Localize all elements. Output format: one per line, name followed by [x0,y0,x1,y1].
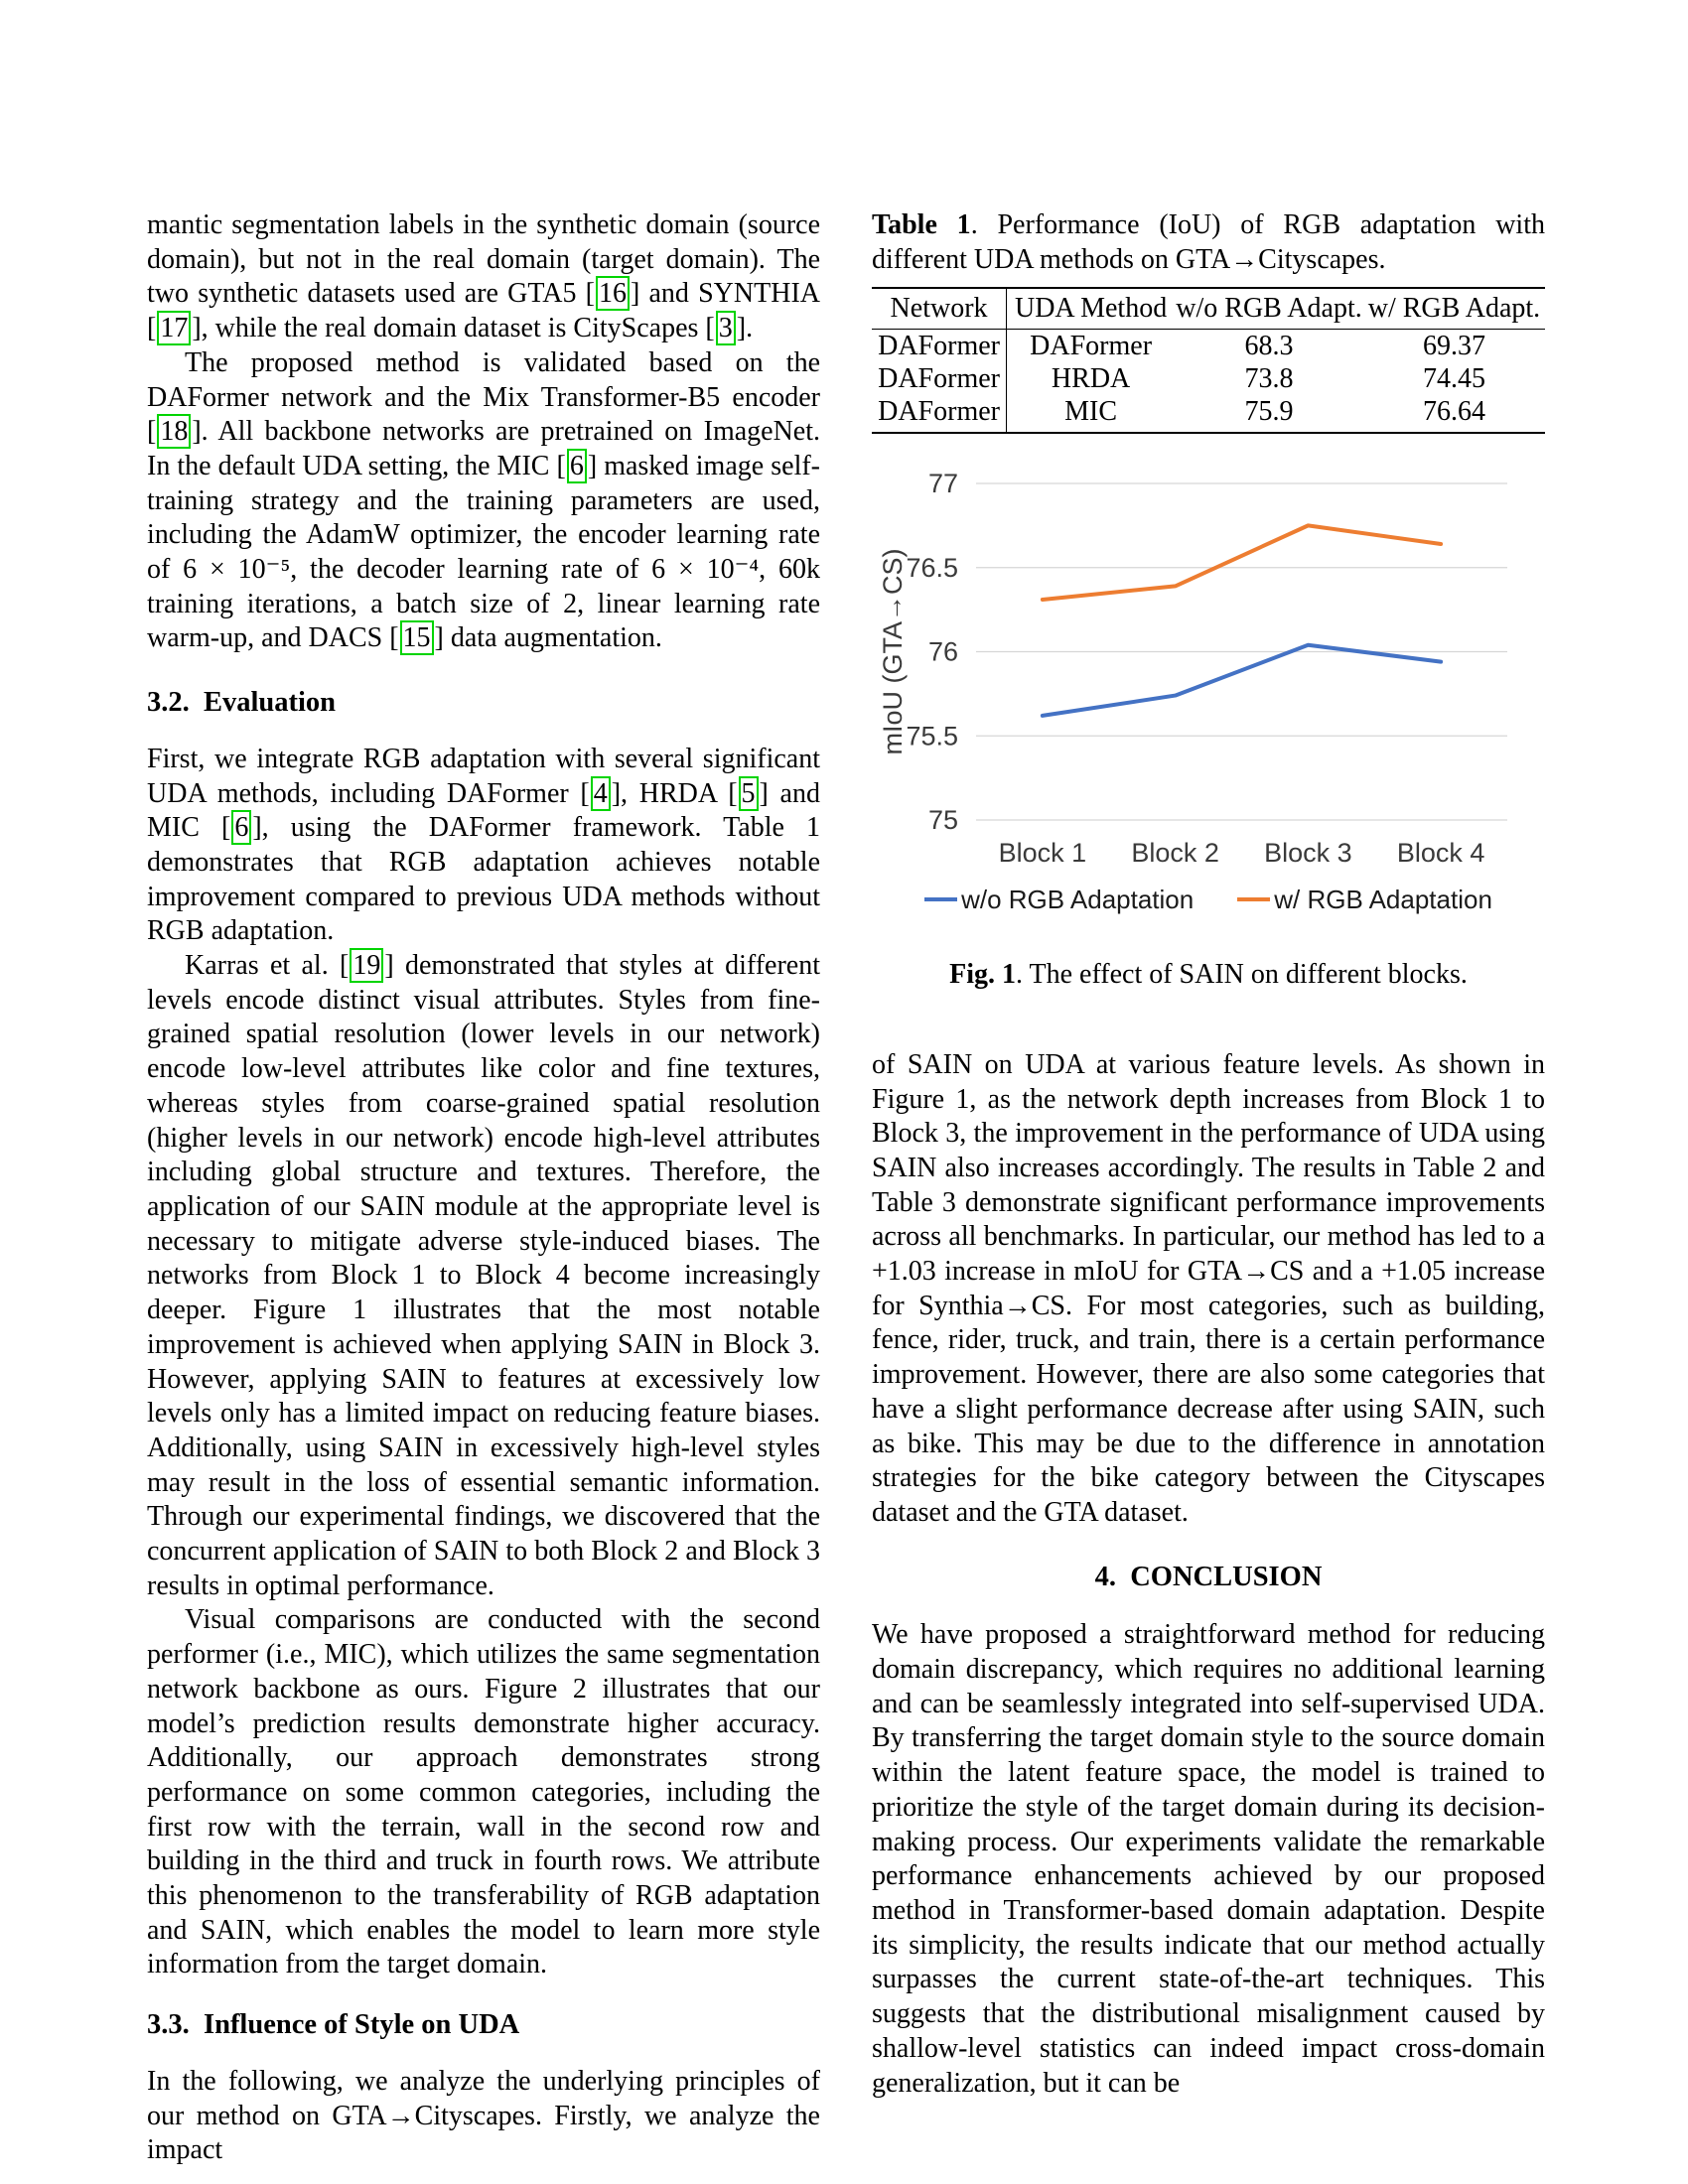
table-cell: DAFormer [872,395,1007,433]
y-tick-label: 76 [927,636,958,667]
legend-item [924,883,1194,917]
legend-item [1237,883,1492,917]
paragraph: The proposed method is validated based on the DAFormer network and the Mix Transformer-B5 encoder [ 18 ]. All backbone networks are pretrained on ImageNet. In the default UDA setting, the MIC [ 6 ] masked image self-training strategy and the training parameters are used, including the AdamW optimizer, the encoder learning rate of 6 × 10⁻⁵, the decoder learning rate of 6 × 10⁻⁴, 60k training iterations, a batch size of 2, linear learning rate warm-up, and DACS [ 15 ] data augmentation. [147,346,820,654]
legend-line-swatch [1237,897,1270,901]
table-cell: 73.8 [1244,363,1294,395]
citation-link[interactable]: 4 [591,776,611,811]
table-cell: MIC [1007,395,1176,433]
x-tick-label: Block 4 [1396,838,1485,869]
table-cell: 74.45 [1422,363,1485,395]
table-cell: HRDA [1051,363,1131,395]
paragraph: First, we integrate RGB adaptation with several significant UDA methods, including DAFormer [ 4 ], HRDA [ 5 ] and MIC [ 6 ], using the DAFormer framework. Table 1 demonstrates that RGB adaptation achieves notable improvement compared to previous UDA methods without RGB adaptation. [147,743,820,947]
table-cell: DAFormer [872,362,1007,395]
paragraph: Visual comparisons are conducted with the second performer (i.e., MIC), which utilizes the same segmentation network backbone as ours. Figure 2 illustrates that our model’s prediction results demonstrate higher accuracy. Additionally, our approach demonstrates strong performance on some common categories, including the first row with the terrain, wall in the second row and building in the third and truck in fourth rows. We attribute this phenomenon to the transferability of RGB adaptation and SAIN, which enables the model to learn more style information from the target domain. [147,1604,820,1980]
citation-link[interactable]: 5 [739,776,759,811]
table-header-cell: UDA Method [1007,288,1176,330]
table1-caption: Table 1. Performance (IoU) of RGB adaptation with different UDA methods on GTA→Cityscapes. [872,209,1545,275]
table-cell: 75.9 [1175,395,1363,433]
table-cell: 68.3 [1244,331,1294,362]
citation-link[interactable]: 3 [716,311,736,345]
legend-label: w/ RGB Adaptation [1274,884,1492,914]
bold-label: Table 1 [872,209,971,240]
figure1-line-chart [872,446,1545,916]
table-cell: DAFormer [1030,331,1153,362]
paragraph: Karras et al. [ 19 ] demonstrated that styles at different levels encode distinct visual attributes. Styles from fine-grained spatial resolution (lower levels in our network) encode low-level attributes like color and fine textures, whereas styles from coarse-grained spatial resolution (higher levels in our network) encode high-level attributes including global structure and textures. Therefore, the application of our SAIN module at the appropriate level is necessary to mitigate adverse style-induced biases. The networks from Block 1 to Block 4 become increasingly deeper. Figure 1 illustrates that the most notable improvement is achieved when applying SAIN in Block 3. However, applying SAIN to features at excessively low levels only has a limited impact on reducing feature biases. Additionally, using SAIN in excessively high-level styles may result in the loss of essential semantic information. Through our experimental findings, we discovered that the concurrent application of SAIN to both Block 2 and Block 3 results in optimal performance. [147,950,820,1601]
y-tick-label: 77 [927,469,958,499]
chart-legend [872,883,1545,916]
x-tick-label: Block 2 [1131,838,1219,869]
y-tick-label: 75 [927,805,958,836]
x-tick-label: Block 1 [998,838,1087,869]
table-row [872,395,1545,433]
table-header-cell: w/o RGB Adapt. [1175,288,1363,330]
figure1-caption: Fig. 1. The effect of SAIN on different blocks. [949,959,1468,991]
section-heading-evaluation: 3.2. Evaluation [147,687,337,719]
section-heading-conclusion: 4. CONCLUSION [1094,1561,1323,1592]
table-row [872,362,1545,395]
paragraph: of SAIN on UDA at various feature levels. As shown in Figure 1, as the network depth increases from Block 1 to Block 3, the improvement in the performance of UDA using SAIN also increases accordingly. The results in Table 2 and Table 3 demonstrate significant performance improvements across all benchmarks. In particular, our method has led to a +1.03 increase in mIoU for GTA→CS and a +1.05 increase for Synthia→CS. For most categories, such as building, fence, rider, truck, and train, there is a certain performance improvement. However, there are also some categories that have a slight performance decrease after using SAIN, such as bike. This may be due to the difference in annotation strategies for the bike category between the Cityscapes dataset and the GTA dataset. [872,1048,1545,1528]
table1-performance [872,287,1545,434]
table-cell: DAFormer [872,330,1007,363]
citation-link[interactable]: 17 [157,311,191,345]
citation-link[interactable]: 18 [157,414,191,449]
fig1-chart-svg [872,446,1545,871]
series-line [1043,526,1441,601]
paragraph: We have proposed a straightforward method for reducing domain discrepancy, which requires no additional learning and can be seamlessly integrated into self-supervised UDA. By transferring the target domain style to the source domain within the latent feature space, the model is trained to prioritize the style of the target domain during its decision-making process. Our experiments validate the remarkable performance enhancements achieved by our proposed method in Transformer-based domain adaptation. Despite its simplicity, the results indicate that our method actually surpasses the current state-of-the-art techniques. This suggests that the distributional misalignment caused by shallow-level statistics can indeed impact cross-domain generalization, but it can be [872,1619,1545,2099]
paragraph: In the following, we analyze the underlying principles of our method on GTA→Cityscapes. Firstly, we analyze the impact [147,2065,820,2166]
right-column [872,208,1545,2101]
bold-label: Fig. 1 [949,959,1016,991]
table-header-row [872,288,1545,330]
y-tick-label: 76.5 [906,553,958,584]
x-tick-label: Block 3 [1264,838,1352,869]
table-cell: 76.64 [1363,395,1545,433]
citation-link[interactable]: 6 [567,449,587,483]
series-line [1043,645,1441,716]
section-heading-style-influence: 3.3. Influence of Style on UDA [147,2009,520,2041]
left-column [147,208,820,2168]
citation-link[interactable]: 15 [400,620,434,655]
citation-link[interactable]: 19 [350,948,383,983]
paragraph: mantic segmentation labels in the synthetic domain (source domain), but not in the real domain (target domain). The two synthetic datasets used are GTA5 [ 16 ] and SYNTHIA [ 17 ], while the real domain dataset is CityScapes [ 3 ]. [147,209,820,344]
citation-link[interactable]: 16 [596,276,630,311]
y-tick-label: 75.5 [906,721,958,751]
legend-line-swatch [924,897,957,901]
citation-link[interactable]: 6 [231,810,251,845]
table-header-cell: w/ RGB Adapt. [1363,288,1545,330]
y-axis-title: mIoU (GTA→CS) [878,548,908,755]
table-cell: 69.37 [1422,331,1485,362]
table-row [872,330,1545,363]
legend-label: w/o RGB Adaptation [961,884,1195,914]
table-header-cell: Network [872,288,1007,330]
